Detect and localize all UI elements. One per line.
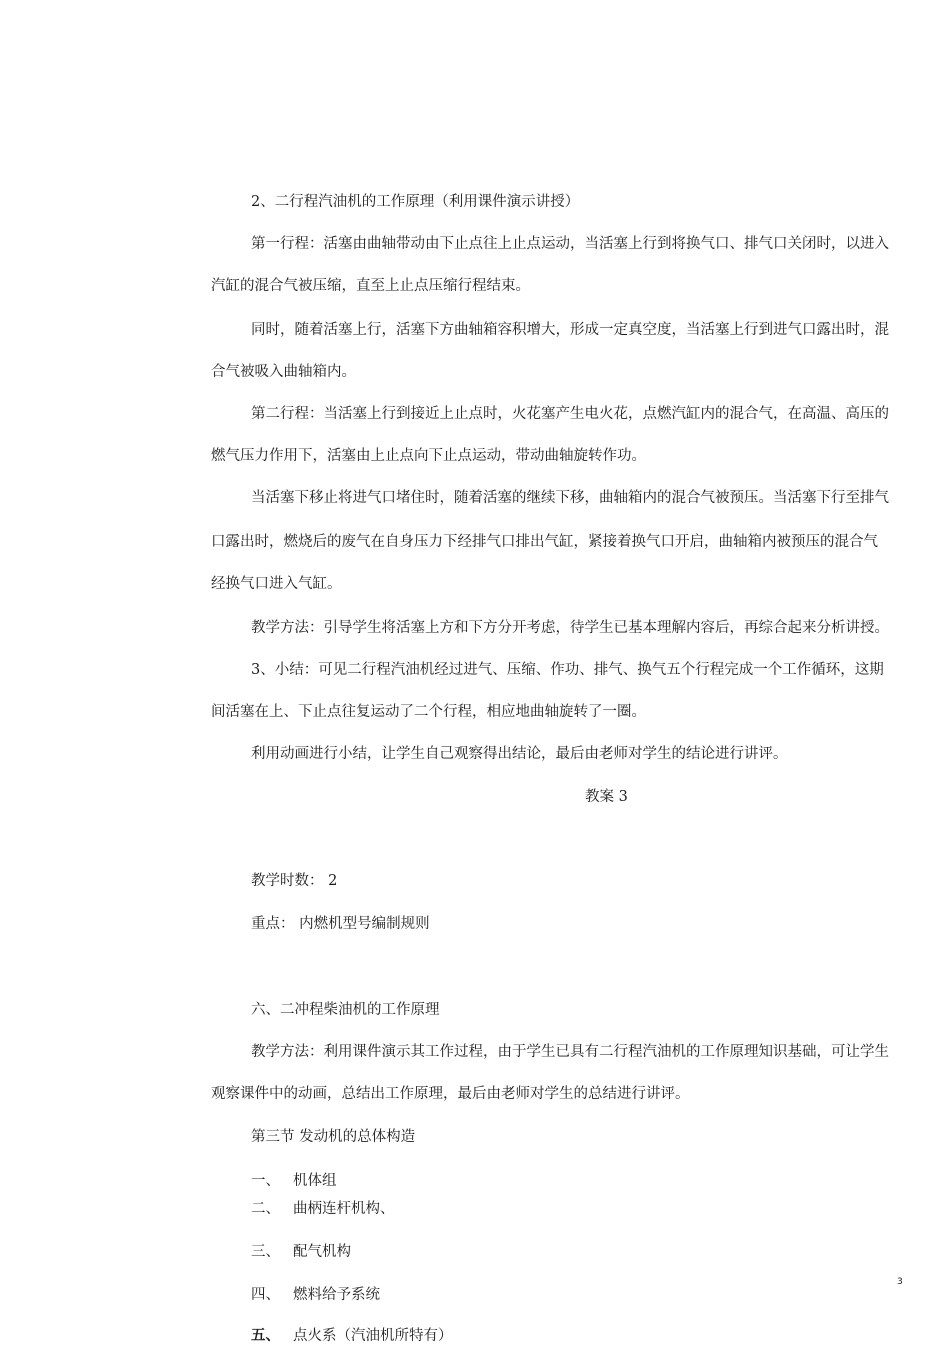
paragraph-line: 当活塞下移止将进气口堵住时，随着活塞的继续下移，曲轴箱内的混合气被预压。当活塞下行至排气 <box>251 490 889 506</box>
paragraph-line: 口露出时，燃烧后的废气在自身压力下经排气口排出气缸，紧接着换气口开启，曲轴箱内被预压的混合气 <box>211 534 878 550</box>
page-number: 3 <box>897 1277 903 1287</box>
teaching-hours: 教学时数： 2 <box>251 873 338 889</box>
list-number: 二、 <box>251 1201 280 1217</box>
list-text: 机体组 <box>293 1173 337 1189</box>
list-text: 点火系（汽油机所特有） <box>293 1328 453 1344</box>
key-point: 重点： 内燃机型号编制规则 <box>251 916 430 932</box>
teaching-method: 教学方法：引导学生将活塞上方和下方分开考虑，待学生已基本理解内容后，再综合起来分析讲授。 <box>251 620 889 636</box>
list-number: 一、 <box>251 1173 280 1189</box>
paragraph-line: 同时，随着活塞上行，活塞下方曲轴箱容积增大，形成一定真空度，当活塞上行到进气口露出时，混 <box>251 322 889 338</box>
list-text: 曲柄连杆机构、 <box>293 1201 395 1217</box>
summary-line: 3、小结：可见二行程汽油机经过进气、压缩、作功、排气、换气五个行程完成一个工作循环，这期 <box>251 662 884 678</box>
paragraph-line: 汽缸的混合气被压缩，直至上止点压缩行程结束。 <box>211 278 530 294</box>
list-text: 燃料给予系统 <box>293 1287 380 1303</box>
summary-line: 利用动画进行小结，让学生自己观察得出结论，最后由老师对学生的结论进行讲评。 <box>251 746 788 762</box>
paragraph-line: 第二行程：当活塞上行到接近上止点时，火花塞产生电火花，点燃汽缸内的混合气，在高温、高压的 <box>251 406 889 422</box>
list-number: 五、 <box>251 1327 280 1344</box>
list-number: 三、 <box>251 1244 280 1260</box>
lesson-title: 教案 3 <box>585 789 628 805</box>
heading-two-stroke-gasoline: 2、二行程汽油机的工作原理（利用课件演示讲授） <box>251 194 580 210</box>
paragraph-line: 燃气压力作用下，活塞由上止点向下止点运动，带动曲轴旋转作功。 <box>211 448 646 464</box>
section-heading: 六、二冲程柴油机的工作原理 <box>251 1002 440 1018</box>
teaching-method: 教学方法：利用课件演示其工作过程，由于学生已具有二行程汽油机的工作原理知识基础，可让学生 <box>251 1044 889 1060</box>
list-number: 四、 <box>251 1287 280 1303</box>
paragraph-line: 合气被吸入曲轴箱内。 <box>211 364 356 380</box>
list-text: 配气机构 <box>293 1244 351 1260</box>
section-heading: 第三节 发动机的总体构造 <box>251 1129 416 1145</box>
paragraph-line: 经换气口进入气缸。 <box>211 576 342 592</box>
summary-line: 间活塞在上、下止点往复运动了二个行程，相应地曲轴旋转了一圈。 <box>211 704 646 720</box>
teaching-method: 观察课件中的动画，总结出工作原理，最后由老师对学生的总结进行讲评。 <box>211 1086 690 1102</box>
paragraph-line: 第一行程：活塞由曲轴带动由下止点往上止点运动，当活塞上行到将换气口、排气口关闭时，以进入 <box>251 236 889 252</box>
